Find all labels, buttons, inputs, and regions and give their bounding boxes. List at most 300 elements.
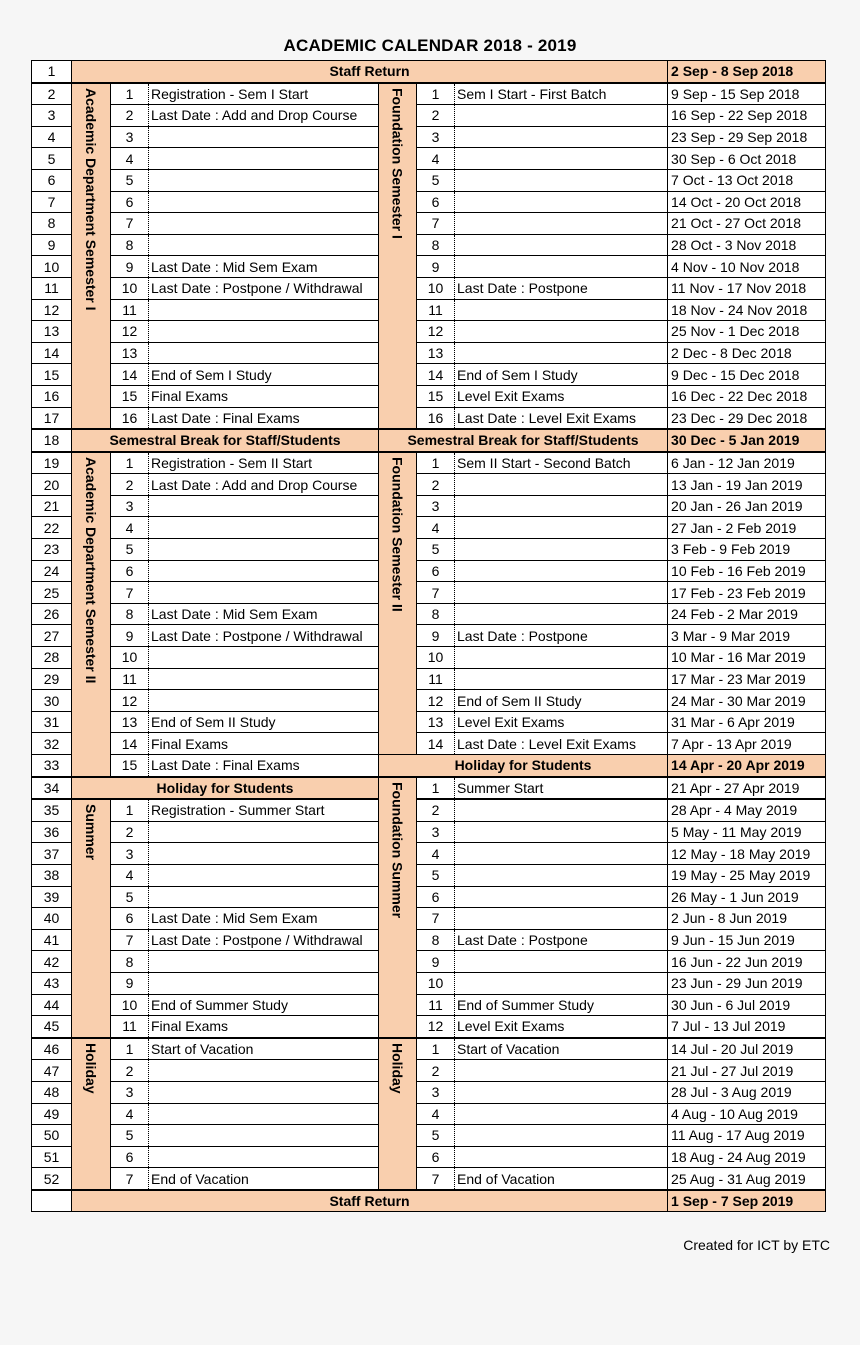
academic-week-index: 9 [111, 256, 149, 278]
academic-week-index: 14 [111, 733, 149, 755]
academic-week-index: 3 [111, 843, 149, 865]
academic-block-title: Summer [83, 804, 99, 861]
foundation-block-label [379, 777, 417, 1038]
foundation-week-index: 1 [417, 777, 455, 800]
date-range: 10 Feb - 16 Feb 2019 [668, 560, 826, 582]
academic-event: Start of Vacation [149, 1038, 379, 1060]
table-row [32, 777, 826, 800]
academic-block-title: Academic Department Semester II [83, 456, 99, 684]
academic-event [149, 972, 379, 994]
date-range: 16 Jun - 22 Jun 2019 [668, 951, 826, 973]
academic-event [149, 213, 379, 235]
foundation-event [455, 560, 668, 582]
date-range: 11 Aug - 17 Aug 2019 [668, 1125, 826, 1147]
foundation-band: Semestral Break for Staff/Students [379, 429, 668, 452]
foundation-band: Holiday for Students [379, 755, 668, 777]
table-row [32, 191, 826, 213]
table-row [32, 603, 826, 625]
academic-event [149, 1060, 379, 1082]
academic-week-index: 15 [111, 385, 149, 407]
academic-week-index: 5 [111, 1125, 149, 1147]
foundation-event [455, 495, 668, 517]
foundation-event [455, 256, 668, 278]
table-row [32, 1190, 826, 1212]
week-number: 3 [32, 105, 72, 127]
table-row [32, 234, 826, 256]
date-range: 21 Apr - 27 Apr 2019 [668, 777, 826, 800]
table-row [32, 821, 826, 843]
academic-event: Final Exams [149, 733, 379, 755]
academic-event [149, 495, 379, 517]
academic-event [149, 1146, 379, 1168]
academic-event [149, 843, 379, 865]
date-range: 16 Sep - 22 Sep 2018 [668, 105, 826, 127]
academic-event [149, 1125, 379, 1147]
date-range: 7 Oct - 13 Oct 2018 [668, 169, 826, 191]
academic-event: Last Date : Mid Sem Exam [149, 256, 379, 278]
week-number: 14 [32, 342, 72, 364]
academic-week-index: 10 [111, 277, 149, 299]
foundation-event [455, 474, 668, 496]
table-row [32, 364, 826, 386]
foundation-event [455, 213, 668, 235]
foundation-event: Start of Vacation [455, 1038, 668, 1060]
academic-week-index: 8 [111, 951, 149, 973]
week-number: 43 [32, 972, 72, 994]
table-row [32, 864, 826, 886]
date-range: 25 Aug - 31 Aug 2019 [668, 1168, 826, 1190]
table-row [32, 1146, 826, 1168]
academic-event: Last Date : Postpone / Withdrawal [149, 277, 379, 299]
date-range: 4 Nov - 10 Nov 2018 [668, 256, 826, 278]
date-range: 5 May - 11 May 2019 [668, 821, 826, 843]
date-range: 24 Feb - 2 Mar 2019 [668, 603, 826, 625]
foundation-week-index: 8 [417, 929, 455, 951]
foundation-event [455, 1125, 668, 1147]
table-row [32, 1038, 826, 1060]
date-range: 2 Jun - 8 Jun 2019 [668, 908, 826, 930]
table-row [32, 951, 826, 973]
table-row [32, 256, 826, 278]
foundation-week-index: 3 [417, 1081, 455, 1103]
academic-event: End of Sem II Study [149, 711, 379, 733]
foundation-event: End of Summer Study [455, 994, 668, 1016]
academic-week-index: 3 [111, 126, 149, 148]
foundation-week-index: 2 [417, 474, 455, 496]
date-range: 23 Dec - 29 Dec 2018 [668, 407, 826, 429]
foundation-week-index: 11 [417, 299, 455, 321]
table-row [32, 213, 826, 235]
week-number: 50 [32, 1125, 72, 1147]
foundation-event [455, 191, 668, 213]
academic-event [149, 517, 379, 539]
foundation-week-index: 3 [417, 126, 455, 148]
academic-event [149, 234, 379, 256]
foundation-week-index: 8 [417, 234, 455, 256]
table-row [32, 517, 826, 539]
foundation-event [455, 321, 668, 343]
table-row [32, 560, 826, 582]
academic-event [149, 539, 379, 561]
academic-band: Holiday for Students [72, 777, 379, 800]
academic-week-index: 6 [111, 560, 149, 582]
week-number: 37 [32, 843, 72, 865]
foundation-week-index: 1 [417, 83, 455, 105]
academic-block-label [72, 799, 111, 1038]
foundation-week-index: 6 [417, 1146, 455, 1168]
footer-credit: Created for ICT by ETC [683, 1237, 830, 1253]
foundation-event [455, 1081, 668, 1103]
table-row [32, 1016, 826, 1038]
week-number: 35 [32, 799, 72, 821]
academic-week-index: 4 [111, 864, 149, 886]
academic-event: End of Sem I Study [149, 364, 379, 386]
academic-event [149, 582, 379, 604]
academic-week-index: 10 [111, 647, 149, 669]
academic-week-index: 16 [111, 407, 149, 429]
date-range: 2 Sep - 8 Sep 2018 [668, 61, 826, 83]
foundation-week-index: 14 [417, 733, 455, 755]
foundation-week-index: 2 [417, 799, 455, 821]
foundation-block-title: Holiday [389, 1042, 406, 1094]
week-number: 38 [32, 864, 72, 886]
date-range: 2 Dec - 8 Dec 2018 [668, 342, 826, 364]
foundation-event: End of Vacation [455, 1168, 668, 1190]
date-range: 31 Mar - 6 Apr 2019 [668, 711, 826, 733]
week-number: 42 [32, 951, 72, 973]
academic-week-index: 8 [111, 603, 149, 625]
foundation-week-index: 16 [417, 407, 455, 429]
week-number: 9 [32, 234, 72, 256]
academic-week-index: 1 [111, 799, 149, 821]
academic-week-index: 6 [111, 1146, 149, 1168]
table-row [32, 1060, 826, 1082]
week-number: 51 [32, 1146, 72, 1168]
foundation-event: End of Sem I Study [455, 364, 668, 386]
table-row [32, 148, 826, 170]
week-number: 41 [32, 929, 72, 951]
week-number: 8 [32, 213, 72, 235]
table-row [32, 407, 826, 429]
academic-week-index: 1 [111, 83, 149, 105]
date-range: 28 Apr - 4 May 2019 [668, 799, 826, 821]
week-number: 23 [32, 539, 72, 561]
academic-event: Last Date : Final Exams [149, 755, 379, 777]
table-row [32, 385, 826, 407]
foundation-week-index: 7 [417, 1168, 455, 1190]
week-number: 34 [32, 777, 72, 800]
academic-block-label [72, 452, 111, 777]
week-number: 45 [32, 1016, 72, 1038]
foundation-week-index: 6 [417, 886, 455, 908]
table-row [32, 886, 826, 908]
academic-week-index: 13 [111, 711, 149, 733]
table-row [32, 843, 826, 865]
academic-week-index: 7 [111, 213, 149, 235]
foundation-week-index: 13 [417, 342, 455, 364]
week-number: 10 [32, 256, 72, 278]
week-number: 26 [32, 603, 72, 625]
foundation-week-index: 12 [417, 321, 455, 343]
academic-event [149, 560, 379, 582]
academic-event: Registration - Sem II Start [149, 452, 379, 474]
academic-event [149, 690, 379, 712]
foundation-week-index: 9 [417, 951, 455, 973]
date-range: 17 Mar - 23 Mar 2019 [668, 668, 826, 690]
week-number: 5 [32, 148, 72, 170]
table-row [32, 908, 826, 930]
academic-event [149, 886, 379, 908]
week-number: 31 [32, 711, 72, 733]
foundation-week-index: 13 [417, 711, 455, 733]
table-row [32, 1081, 826, 1103]
academic-event: End of Vacation [149, 1168, 379, 1190]
academic-week-index: 4 [111, 1103, 149, 1125]
foundation-block-title: Foundation Summer [389, 781, 406, 918]
week-number: 46 [32, 1038, 72, 1060]
date-range: 28 Jul - 3 Aug 2019 [668, 1081, 826, 1103]
table-row [32, 299, 826, 321]
foundation-event: Sem I Start - First Batch [455, 83, 668, 105]
date-range: 9 Sep - 15 Sep 2018 [668, 83, 826, 105]
academic-week-index: 14 [111, 364, 149, 386]
academic-event: Registration - Summer Start [149, 799, 379, 821]
table-row [32, 625, 826, 647]
foundation-event: Level Exit Exams [455, 1016, 668, 1038]
foundation-event [455, 951, 668, 973]
week-number: 40 [32, 908, 72, 930]
table-row [32, 668, 826, 690]
foundation-event: Summer Start [455, 777, 668, 800]
academic-event: Last Date : Mid Sem Exam [149, 603, 379, 625]
table-row [32, 1103, 826, 1125]
date-range: 14 Jul - 20 Jul 2019 [668, 1038, 826, 1060]
academic-event [149, 148, 379, 170]
foundation-week-index: 6 [417, 191, 455, 213]
academic-event [149, 1103, 379, 1125]
week-number: 47 [32, 1060, 72, 1082]
table-row [32, 342, 826, 364]
academic-event: Last Date : Final Exams [149, 407, 379, 429]
academic-event [149, 864, 379, 886]
foundation-event: Level Exit Exams [455, 711, 668, 733]
foundation-event [455, 1103, 668, 1125]
academic-event [149, 1081, 379, 1103]
foundation-event: Last Date : Postpone [455, 929, 668, 951]
table-row [32, 690, 826, 712]
foundation-week-index: 4 [417, 517, 455, 539]
table-row [32, 994, 826, 1016]
date-range: 14 Apr - 20 Apr 2019 [668, 755, 826, 777]
foundation-event [455, 1060, 668, 1082]
academic-week-index: 12 [111, 690, 149, 712]
foundation-event: End of Sem II Study [455, 690, 668, 712]
academic-week-index: 5 [111, 169, 149, 191]
academic-event: Last Date : Mid Sem Exam [149, 908, 379, 930]
week-number: 15 [32, 364, 72, 386]
academic-event: Registration - Sem I Start [149, 83, 379, 105]
foundation-event [455, 517, 668, 539]
table-row [32, 321, 826, 343]
foundation-event: Level Exit Exams [455, 385, 668, 407]
foundation-week-index: 1 [417, 1038, 455, 1060]
foundation-week-index: 7 [417, 213, 455, 235]
date-range: 30 Sep - 6 Oct 2018 [668, 148, 826, 170]
week-number: 39 [32, 886, 72, 908]
foundation-event [455, 126, 668, 148]
foundation-event [455, 148, 668, 170]
academic-event [149, 299, 379, 321]
academic-event: Final Exams [149, 385, 379, 407]
academic-event [149, 668, 379, 690]
foundation-event: Sem II Start - Second Batch [455, 452, 668, 474]
table-row [32, 105, 826, 127]
foundation-event [455, 972, 668, 994]
academic-event [149, 169, 379, 191]
academic-band: Semestral Break for Staff/Students [72, 429, 379, 452]
foundation-week-index: 3 [417, 495, 455, 517]
foundation-week-index: 7 [417, 908, 455, 930]
date-range: 25 Nov - 1 Dec 2018 [668, 321, 826, 343]
foundation-week-index: 2 [417, 105, 455, 127]
academic-week-index: 7 [111, 582, 149, 604]
foundation-week-index: 5 [417, 1125, 455, 1147]
academic-week-index: 4 [111, 148, 149, 170]
academic-week-index: 2 [111, 1060, 149, 1082]
table-row [32, 277, 826, 299]
foundation-event: Last Date : Level Exit Exams [455, 407, 668, 429]
foundation-event [455, 539, 668, 561]
week-number: 52 [32, 1168, 72, 1190]
date-range: 16 Dec - 22 Dec 2018 [668, 385, 826, 407]
week-number: 49 [32, 1103, 72, 1125]
academic-week-index: 2 [111, 105, 149, 127]
date-range: 18 Nov - 24 Nov 2018 [668, 299, 826, 321]
week-number: 7 [32, 191, 72, 213]
date-range: 1 Sep - 7 Sep 2019 [668, 1190, 826, 1212]
academic-week-index: 5 [111, 539, 149, 561]
academic-event: Last Date : Postpone / Withdrawal [149, 625, 379, 647]
academic-calendar-table [31, 60, 826, 1212]
week-number: 19 [32, 452, 72, 474]
foundation-event [455, 908, 668, 930]
foundation-event [455, 603, 668, 625]
week-number: 20 [32, 474, 72, 496]
week-number: 13 [32, 321, 72, 343]
foundation-event [455, 299, 668, 321]
table-row [32, 755, 826, 777]
foundation-block-label [379, 1038, 417, 1190]
week-number [32, 1190, 72, 1212]
foundation-week-index: 1 [417, 452, 455, 474]
foundation-event [455, 647, 668, 669]
foundation-event [455, 886, 668, 908]
foundation-week-index: 5 [417, 169, 455, 191]
table-row [32, 539, 826, 561]
academic-event [149, 342, 379, 364]
full-width-band: Staff Return [72, 61, 668, 83]
date-range: 7 Apr - 13 Apr 2019 [668, 733, 826, 755]
week-number: 33 [32, 755, 72, 777]
date-range: 3 Feb - 9 Feb 2019 [668, 539, 826, 561]
date-range: 24 Mar - 30 Mar 2019 [668, 690, 826, 712]
week-number: 24 [32, 560, 72, 582]
week-number: 48 [32, 1081, 72, 1103]
foundation-week-index: 8 [417, 603, 455, 625]
foundation-event: Last Date : Postpone [455, 625, 668, 647]
academic-event [149, 821, 379, 843]
week-number: 12 [32, 299, 72, 321]
week-number: 1 [32, 61, 72, 83]
date-range: 21 Jul - 27 Jul 2019 [668, 1060, 826, 1082]
foundation-event [455, 668, 668, 690]
date-range: 26 May - 1 Jun 2019 [668, 886, 826, 908]
foundation-week-index: 14 [417, 364, 455, 386]
date-range: 10 Mar - 16 Mar 2019 [668, 647, 826, 669]
foundation-week-index: 12 [417, 690, 455, 712]
academic-week-index: 3 [111, 495, 149, 517]
page-title: ACADEMIC CALENDAR 2018 - 2019 [283, 36, 577, 55]
date-range: 9 Dec - 15 Dec 2018 [668, 364, 826, 386]
academic-week-index: 7 [111, 1168, 149, 1190]
table-row [32, 1125, 826, 1147]
academic-week-index: 6 [111, 191, 149, 213]
date-range: 7 Jul - 13 Jul 2019 [668, 1016, 826, 1038]
academic-week-index: 2 [111, 474, 149, 496]
date-range: 14 Oct - 20 Oct 2018 [668, 191, 826, 213]
date-range: 18 Aug - 24 Aug 2019 [668, 1146, 826, 1168]
table-row [32, 495, 826, 517]
full-width-band: Staff Return [72, 1190, 668, 1212]
academic-event [149, 191, 379, 213]
week-number: 22 [32, 517, 72, 539]
foundation-event [455, 342, 668, 364]
date-range: 30 Jun - 6 Jul 2019 [668, 994, 826, 1016]
academic-week-index: 1 [111, 452, 149, 474]
date-range: 23 Jun - 29 Jun 2019 [668, 972, 826, 994]
date-range: 19 May - 25 May 2019 [668, 864, 826, 886]
academic-week-index: 11 [111, 299, 149, 321]
academic-week-index: 6 [111, 908, 149, 930]
date-range: 28 Oct - 3 Nov 2018 [668, 234, 826, 256]
foundation-week-index: 15 [417, 385, 455, 407]
foundation-week-index: 10 [417, 972, 455, 994]
foundation-week-index: 9 [417, 625, 455, 647]
date-range: 13 Jan - 19 Jan 2019 [668, 474, 826, 496]
academic-block-title: Academic Department Semester I [83, 87, 99, 311]
academic-week-index: 10 [111, 994, 149, 1016]
foundation-event [455, 582, 668, 604]
table-row [32, 799, 826, 821]
date-range: 23 Sep - 29 Sep 2018 [668, 126, 826, 148]
academic-block-label [72, 1038, 111, 1190]
academic-week-index: 7 [111, 929, 149, 951]
foundation-event [455, 234, 668, 256]
foundation-week-index: 11 [417, 994, 455, 1016]
foundation-week-index: 12 [417, 1016, 455, 1038]
week-number: 6 [32, 169, 72, 191]
academic-week-index: 12 [111, 321, 149, 343]
week-number: 2 [32, 83, 72, 105]
academic-week-index: 9 [111, 972, 149, 994]
foundation-week-index: 11 [417, 668, 455, 690]
academic-week-index: 2 [111, 821, 149, 843]
foundation-block-title: Foundation Semester I [389, 87, 406, 239]
week-number: 36 [32, 821, 72, 843]
week-number: 21 [32, 495, 72, 517]
academic-event [149, 647, 379, 669]
foundation-week-index: 4 [417, 148, 455, 170]
